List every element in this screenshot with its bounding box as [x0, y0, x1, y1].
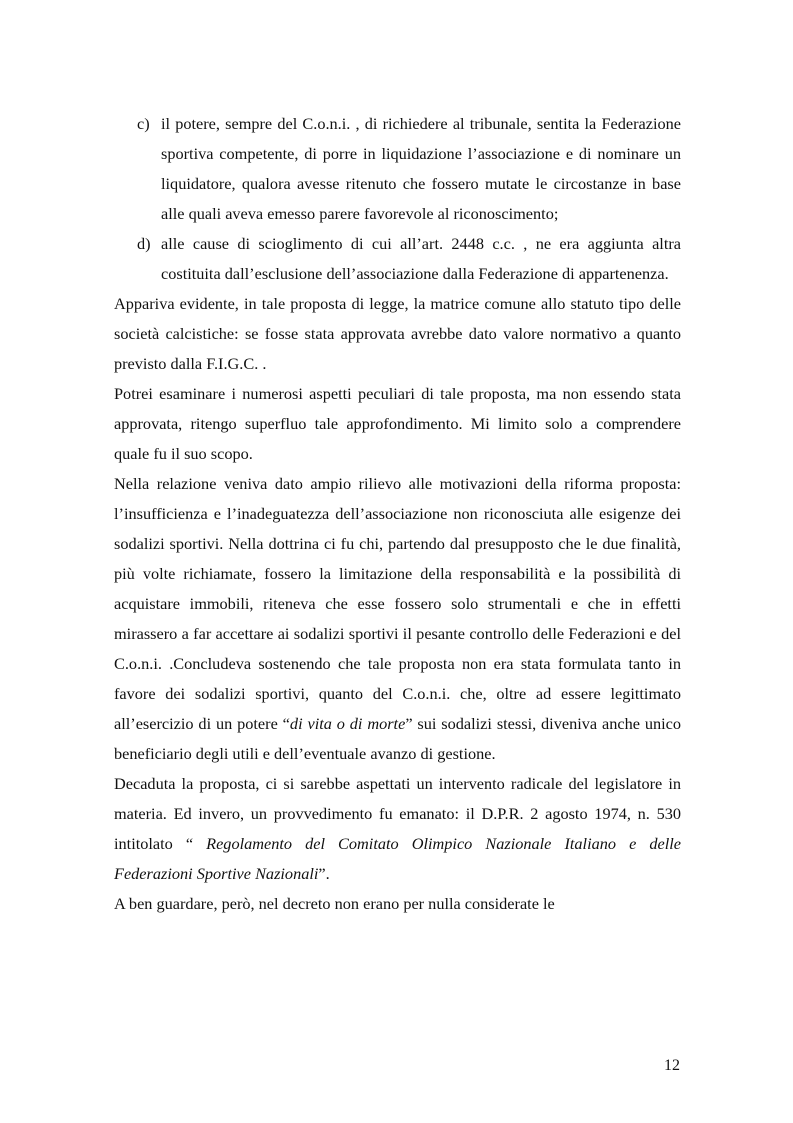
- list-item-d: [114, 229, 681, 289]
- paragraph-2: Potrei esaminare i numerosi aspetti peculiari di tale proposta, ma non essendo stata approvata, ritengo superfluo tale approfondimento. Mi limito solo a comprendere quale fu il suo scopo.: [114, 384, 681, 463]
- page-number: 12: [664, 1057, 680, 1074]
- list-marker: d): [137, 234, 151, 253]
- paragraph-4: [114, 769, 681, 889]
- paragraph-5: A ben guardare, però, nel decreto non erano per nulla considerate le: [114, 894, 555, 913]
- list-item-text: alle cause di scioglimento di cui all’art. 2448 c.c. , ne era aggiunta altra costituita dall’esclusione dell’associazione dalla Federazione di appartenenza.: [161, 234, 681, 283]
- paragraph-3-text-a: Nella relazione veniva dato ampio rilievo alle motivazioni della riforma proposta: l’insufficienza e l’inadeguatezza dell’associazione non riconosciuta alle esigenze dei sodalizi sportivi. Nella dottrina ci fu chi, partendo dal presupposto che le due finalità, più volte richiamate, fossero la limitazione della responsabilità e la possibilità di acquistare immobili, riteneva che esse fossero solo strumentali e che in effetti mirassero a far accettare ai sodalizi sportivi il pesante controllo delle Federazioni e del C.o.n.i. .Concludeva sostenendo che tale proposta non era stata formulata tanto in favore dei sodalizi sportivi, quanto del C.o.n.i. che, oltre ad essere legittimato all’esercizio di un potere “: [114, 474, 681, 733]
- decree-title: Regolamento del Comitato Olimpico Nazionale Italiano e delle Federazioni Sportive Nazionali: [114, 834, 681, 883]
- paragraph-1: Appariva evidente, in tale proposta di legge, la matrice comune allo statuto tipo delle società calcistiche: se fosse stata approvata avrebbe dato valore normativo a quanto previsto dalla F.I.G.C. .: [114, 294, 681, 373]
- list-item-c: [114, 109, 681, 229]
- paragraph-4-text-a: Decaduta la proposta, ci si sarebbe aspettati un intervento radicale del legislatore in materia. Ed invero, un provvedimento fu emanato: il D.P.R. 2 agosto 1974, n. 530 intitolato “: [114, 774, 681, 853]
- list-item-text: il potere, sempre del C.o.n.i. , di richiedere al tribunale, sentita la Federazione sportiva competente, di porre in liquidazione l’associazione e di nominare un liquidatore, qualora avesse ritenuto che fossero mutate le circostanze in base alle quali aveva emesso parere favorevole al riconoscimento;: [161, 114, 681, 223]
- quote-di-vita-o-di-morte: di vita o di morte: [289, 714, 406, 733]
- paragraph-3-text-b: ” sui sodalizi stessi, diveniva anche unico beneficiario degli utili e dell’eventuale avanzo di gestione.: [114, 714, 681, 763]
- list-marker: c): [137, 114, 150, 133]
- body-text: [114, 109, 681, 919]
- paragraph-3: [114, 469, 681, 769]
- paragraph-4-text-b: ”.: [318, 864, 330, 883]
